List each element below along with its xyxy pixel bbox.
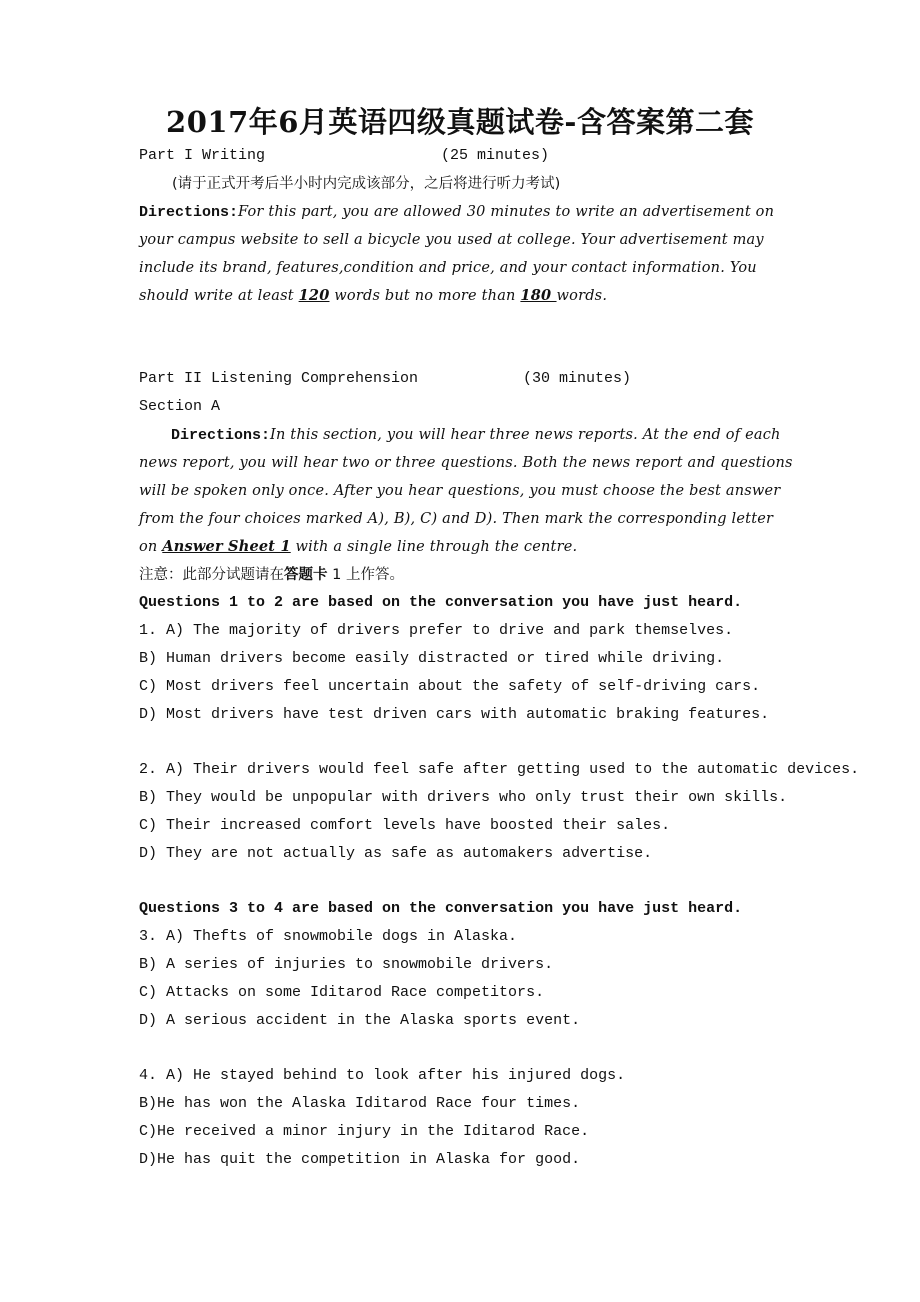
question-2-option-b: B) They would be unpopular with drivers who only trust their own skills.	[139, 789, 788, 806]
question-4-option-c: C)He received a minor injury in the Iditarod Race.	[139, 1123, 590, 1140]
part1-directions-line2: your campus website to sell a bicycle you used at college. Your advertisement may	[139, 232, 764, 248]
question-3-option-c: C) Attacks on some Iditarod Race competitors.	[139, 984, 545, 1001]
directions-text: For this part, you are allowed 30 minutes to write an advertisement on	[238, 204, 775, 220]
answer-sheet-ref: Answer Sheet 1	[162, 538, 291, 555]
question-3-option-a: 3. A) Thefts of snowmobile dogs in Alaska.	[139, 928, 518, 945]
question-4-option-b: B)He has won the Alaska Iditarod Race four times.	[139, 1095, 581, 1112]
part2-directions-line4: from the four choices marked A), B), C) and D). Then mark the corresponding letter	[139, 511, 774, 527]
directions-text: In this section, you will hear three news reports. At the end of each	[270, 427, 781, 443]
part2-directions-line3: will be spoken only once. After you hear questions, you must choose the best answer	[139, 483, 781, 499]
max-words: 180	[520, 287, 557, 304]
page-title: 2017年6月英语四级真题试卷-含答案第二套	[166, 105, 754, 139]
note-bold-text: 答题卡	[284, 567, 328, 583]
question-4-option-a: 4. A) He stayed behind to look after his injured dogs.	[139, 1067, 626, 1084]
part2-header	[139, 369, 632, 389]
question-1-option-a: 1. A) The majority of drivers prefer to drive and park themselves.	[139, 622, 734, 639]
question-group-header: Questions 1 to 2 are based on the conversation you have just heard.	[139, 594, 743, 611]
part1-directions-line1	[139, 202, 774, 223]
directions-text: should write at least	[139, 288, 299, 304]
min-words: 120	[298, 287, 330, 304]
question-2-option-a: 2. A) Their drivers would feel safe after getting used to the automatic devices.	[139, 761, 860, 778]
part1-directions-line4	[139, 286, 607, 306]
part1-time: (25 minutes)	[441, 147, 550, 164]
part2-directions-line1	[171, 425, 781, 446]
question-1-option-b: B) Human drivers become easily distracted or tired while driving.	[139, 650, 725, 667]
directions-label: Directions:	[171, 427, 271, 444]
note-text: 注意：此部分试题请在	[139, 567, 284, 583]
question-2-option-c: C) Their increased comfort levels have boosted their sales.	[139, 817, 671, 834]
section-title: Section A	[139, 398, 221, 415]
part1-directions-line3: include its brand, features,condition and price, and your contact information. You	[139, 260, 757, 276]
part2-note	[139, 565, 404, 585]
part1-header	[139, 146, 550, 166]
question-2-option-d: D) They are not actually as safe as automakers advertise.	[139, 845, 653, 862]
directions-text: words.	[556, 288, 608, 304]
question-4-option-d: D)He has quit the competition in Alaska for good.	[139, 1151, 581, 1168]
part1-note: (请于正式开考后半小时内完成该部分，之后将进行听力考试)	[172, 176, 561, 192]
question-1-option-c: C) Most drivers feel uncertain about the safety of self-driving cars.	[139, 678, 761, 695]
question-group-header: Questions 3 to 4 are based on the conversation you have just heard.	[139, 900, 743, 917]
part2-directions-line5	[139, 537, 577, 557]
part2-label: Part II Listening Comprehension	[139, 370, 419, 387]
part2-time: (30 minutes)	[523, 370, 632, 387]
part1-label: Part I Writing	[139, 147, 266, 164]
part2-directions-line2: news report, you will hear two or three questions. Both the news report and questions	[139, 455, 793, 471]
directions-text: on	[139, 539, 163, 555]
question-1-option-d: D) Most drivers have test driven cars with automatic braking features.	[139, 706, 770, 723]
question-3-option-d: D) A serious accident in the Alaska sports event.	[139, 1012, 581, 1029]
directions-text: words but no more than	[329, 288, 521, 304]
note-text: 1 上作答。	[327, 567, 404, 583]
directions-label: Directions:	[139, 204, 239, 221]
question-3-option-b: B) A series of injuries to snowmobile drivers.	[139, 956, 554, 973]
directions-text: with a single line through the centre.	[290, 539, 578, 555]
